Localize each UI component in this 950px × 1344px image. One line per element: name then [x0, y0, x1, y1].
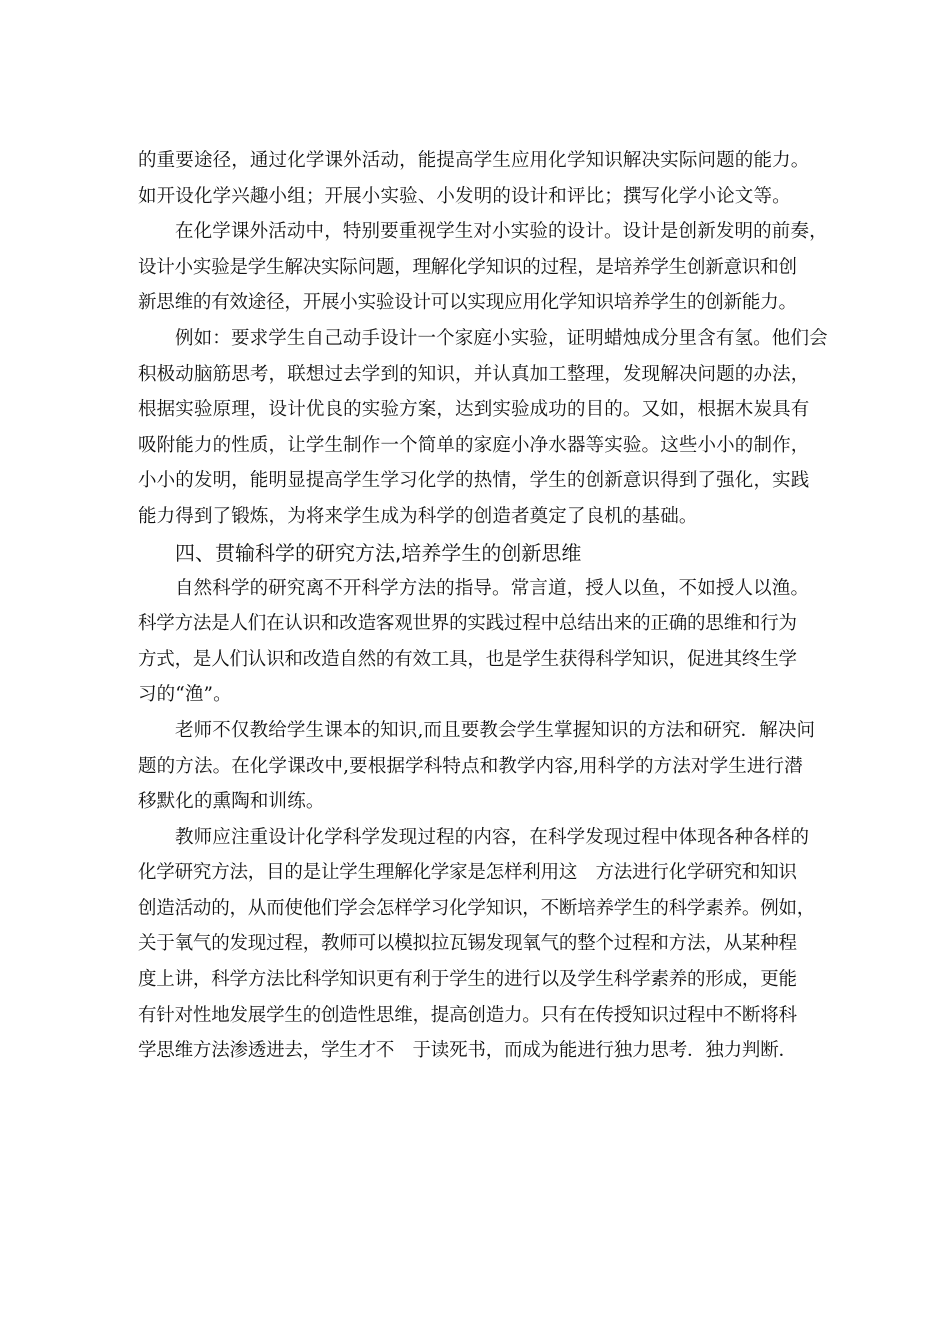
text-line: 教师应注重设计化学科学发现过程的内容，在科学发现过程中体现各种各样的 [175, 826, 810, 848]
text-line: 例如：要求学生自己动手设计一个家庭小实验，证明蜡烛成分里含有氢。他们会 [175, 327, 828, 349]
text-line: 吸附能力的性质，让学生制作一个简单的家庭小净水器等实验。这些小小的制作， [138, 434, 810, 456]
text-line: 在化学课外活动中，特别要重视学生对小实验的设计。设计是创新发明的前奏， [175, 221, 828, 243]
paragraph-2 [138, 214, 850, 321]
text-line: 老师不仅教给学生课本的知识,而且要教会学生掌握知识的方法和研究．解决问 [175, 719, 816, 741]
paragraph-3 [138, 321, 850, 535]
text-line: 题的方法。在化学课改中,要根据学科特点和教学内容,用科学的方法对学生进行潜 [138, 755, 803, 777]
text-line: 积极动脑筋思考，联想过去学到的知识，并认真加工整理，发现解决问题的办法， [138, 363, 810, 385]
text-line: 如开设化学兴趣小组；开展小实验、小发明的设计和评比；撰写化学小论文等。 [138, 185, 791, 207]
section-heading: 四、贯输科学的研究方法,培养学生的创新思维 [175, 540, 582, 565]
text-line: 能力得到了锻炼，为将来学生成为科学的创造者奠定了良机的基础。 [138, 505, 698, 527]
paragraph-6 [138, 820, 850, 1069]
text-line: 度上讲，科学方法比科学知识更有利于学生的进行以及学生科学素养的形成，更能 [138, 969, 797, 991]
text-line: 化学研究方法，目的是让学生理解化学家是怎样利用这 方法进行化学研究和知识 [138, 862, 797, 884]
document-body [138, 143, 850, 1069]
text-line: 新思维的有效途径，开展小实验设计可以实现应用化学知识培养学生的创新能力。 [138, 292, 797, 314]
text-line: 自然科学的研究离不开科学方法的指导。常言道，授人以鱼，不如授人以渔。 [175, 577, 810, 599]
text-line: 的重要途径，通过化学课外活动，能提高学生应用化学知识解决实际问题的能力。 [138, 150, 810, 171]
text-line: 设计小实验是学生解决实际问题，理解化学知识的过程，是培养学生创新意识和创 [138, 256, 797, 278]
paragraph-5 [138, 713, 850, 820]
paragraph-1 [138, 143, 850, 214]
text-line: 小小的发明，能明显提高学生学习化学的热情，学生的创新意识得到了强化，实践 [138, 470, 810, 492]
text-line: 科学方法是人们在认识和改造客观世界的实践过程中总结出来的正确的思维和行为 [138, 613, 797, 635]
text-line: 方式，是人们认识和改造自然的有效工具，也是学生获得科学知识，促进其终生学 [138, 648, 797, 670]
text-line: 创造活动的，从而使他们学会怎样学习化学知识，不断培养学生的科学素养。例如， [138, 897, 816, 919]
paragraph-4 [138, 571, 850, 713]
text-line: 习的“渔”。 [138, 684, 232, 706]
text-line: 根据实验原理，设计优良的实验方案，达到实验成功的目的。又如，根据木炭具有 [138, 399, 810, 421]
text-line: 学思维方法渗透进去，学生才不 于读死书，而成为能进行独力思考．独力判断． [138, 1040, 797, 1062]
text-line: 关于氧气的发现过程，教师可以模拟拉瓦锡发现氧气的整个过程和方法，从某种程 [138, 933, 797, 955]
text-line: 有针对性地发展学生的创造性思维，提高创造力。只有在传授知识过程中不断将科 [138, 1004, 797, 1026]
text-line: 移默化的熏陶和训练。 [138, 791, 325, 813]
